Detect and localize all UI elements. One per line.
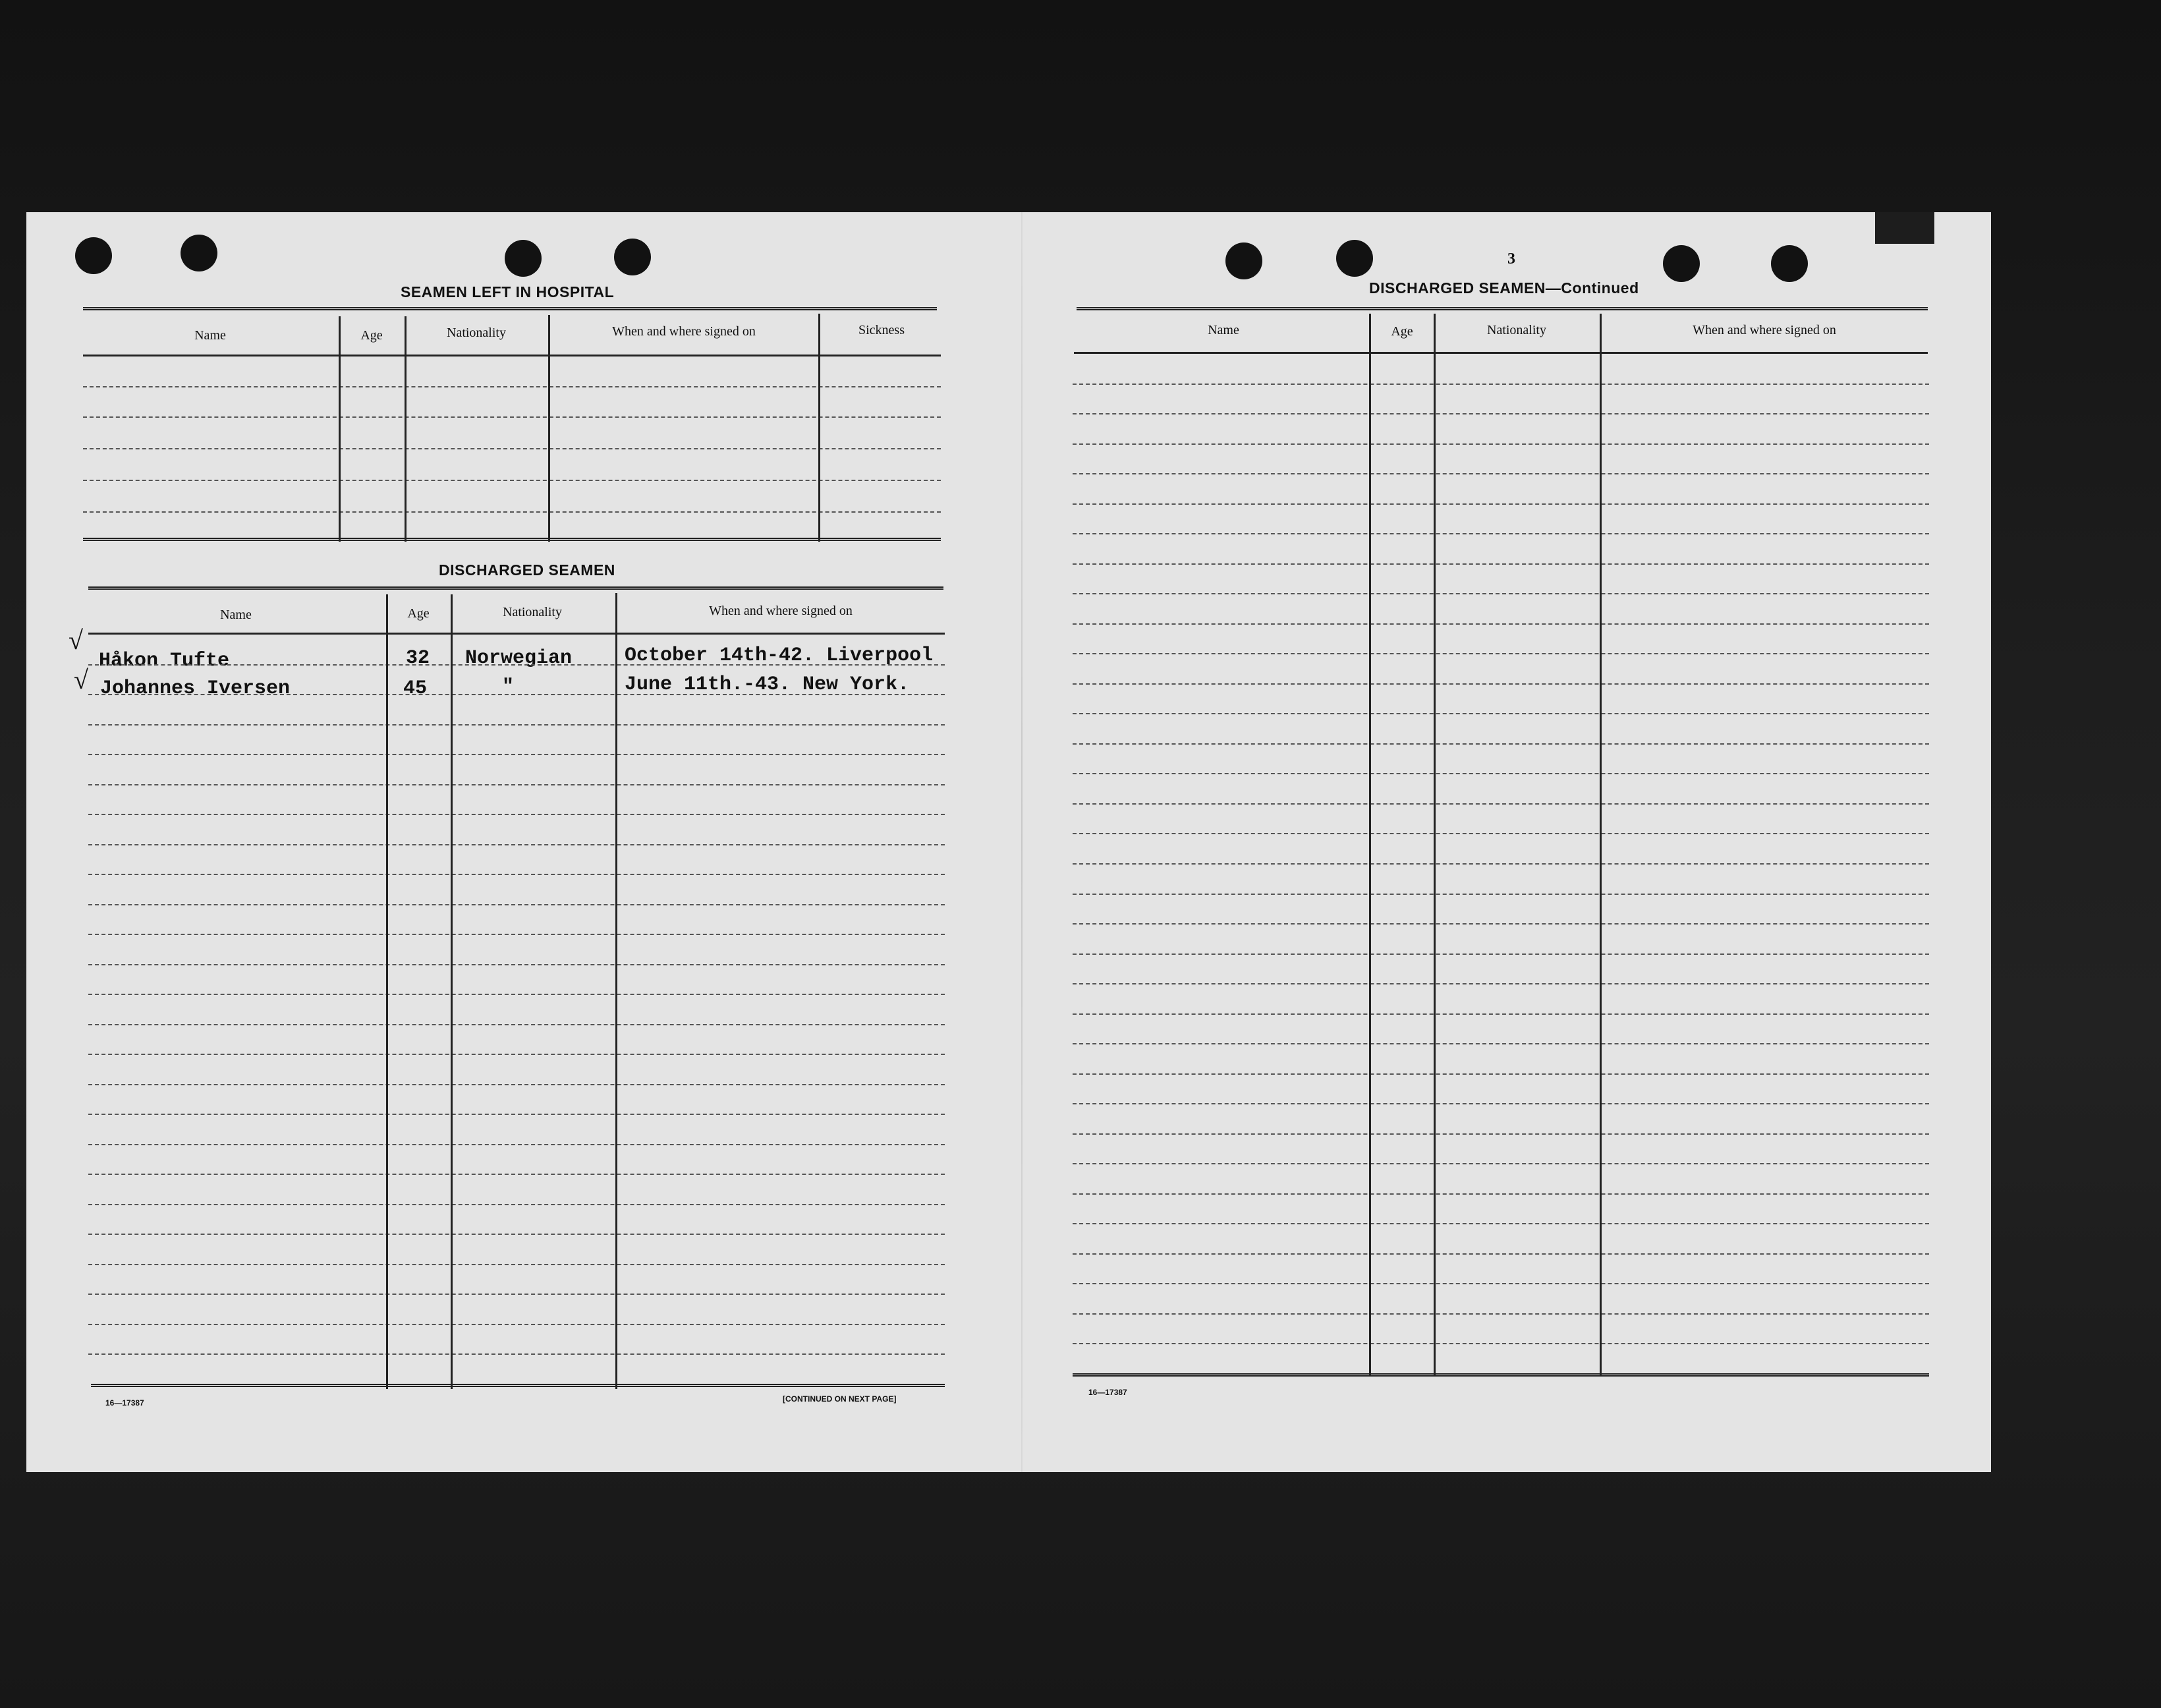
table-row-line (1073, 1253, 1929, 1255)
seaman-name: Johannes Iversen (100, 677, 291, 700)
table-row-line (1073, 923, 1929, 925)
seaman-nationality: " (502, 676, 515, 698)
table-row-line (1073, 1103, 1929, 1104)
table-row-line (1073, 863, 1929, 865)
continued-col-signed-on: When and where signed on (1693, 323, 1836, 337)
table-row-line (1073, 773, 1929, 774)
seaman-signed-on: June 11th.-43. New York. (625, 673, 910, 696)
discharged-title: DISCHARGED SEAMEN (439, 561, 615, 579)
table-row-line (88, 1324, 945, 1325)
continued-bottom-rule (1073, 1373, 1929, 1377)
hospital-col-age: Age (360, 328, 383, 343)
seaman-signed-on: October 14th-42. Liverpool (625, 644, 934, 667)
table-row-line (1073, 623, 1929, 625)
table-row-line (1073, 1283, 1929, 1284)
form-number: 16—17387 (1088, 1388, 1127, 1397)
table-row-line (88, 1353, 945, 1355)
table-row-line (1073, 713, 1929, 714)
table-row-line (1073, 1313, 1929, 1315)
discharged-bottom-rule (91, 1384, 945, 1387)
table-row-line (1073, 983, 1929, 984)
table-row-line (1073, 1193, 1929, 1195)
table-row-line (1073, 384, 1929, 385)
continued-col-divider (1434, 314, 1436, 1376)
table-row-line (1073, 443, 1929, 445)
page-number: 3 (1507, 250, 1515, 268)
table-row-line (1073, 1073, 1929, 1075)
table-row-line (1073, 1223, 1929, 1224)
check-mark: √ (74, 665, 88, 695)
table-row-line (1073, 473, 1929, 474)
table-row-line (1073, 833, 1929, 834)
hospital-col-nationality: Nationality (447, 326, 506, 340)
table-row-line (1073, 503, 1929, 505)
seaman-age: 32 (406, 647, 430, 669)
table-row-line (1073, 413, 1929, 414)
hospital-title: SEAMEN LEFT IN HOSPITAL (401, 283, 615, 300)
table-row-line (88, 1294, 945, 1295)
discharged-col-age: Age (407, 606, 430, 621)
discharged-col-nationality: Nationality (503, 605, 562, 619)
table-row-line (1073, 1133, 1929, 1135)
table-row-line (1073, 533, 1929, 534)
continued-title-suffix: —Continued (1545, 279, 1639, 297)
continued-top-rule (1077, 307, 1928, 310)
table-row-line (1073, 593, 1929, 594)
table-row-line (1073, 803, 1929, 805)
continued-col-name: Name (1208, 323, 1239, 337)
continued-title (1369, 279, 1639, 297)
continued-col-age: Age (1391, 324, 1413, 339)
seaman-nationality: Norwegian (465, 647, 573, 669)
continued-title-main: DISCHARGED SEAMEN (1369, 279, 1546, 297)
table-row-line (1073, 563, 1929, 565)
continued-col-divider (1369, 314, 1371, 1376)
hospital-col-sickness: Sickness (858, 323, 905, 337)
table-row-line (1073, 1013, 1929, 1015)
table-row-line (1073, 954, 1929, 955)
discharged-col-signed-on: When and where signed on (709, 604, 853, 618)
continued-col-divider (1600, 314, 1602, 1376)
continued-col-nationality: Nationality (1487, 323, 1546, 337)
seaman-name: Håkon Tufte (99, 650, 230, 672)
check-mark: √ (69, 625, 83, 655)
table-row-line (1073, 894, 1929, 895)
hospital-col-name: Name (194, 328, 226, 343)
table-row-line (1073, 743, 1929, 745)
table-row-line (1073, 683, 1929, 685)
table-row-line (1073, 1163, 1929, 1164)
table-row-line (1073, 1343, 1929, 1344)
seaman-age: 45 (403, 677, 428, 700)
table-row-line (1073, 653, 1929, 654)
hospital-col-signed-on: When and where signed on (612, 324, 756, 339)
discharged-col-name: Name (220, 608, 252, 622)
table-row-line (88, 1264, 945, 1265)
continued-note: [CONTINUED ON NEXT PAGE] (783, 1394, 897, 1404)
table-row-line (1073, 1043, 1929, 1044)
form-number: 16—17387 (105, 1398, 144, 1408)
continued-header-rule (1074, 352, 1928, 354)
